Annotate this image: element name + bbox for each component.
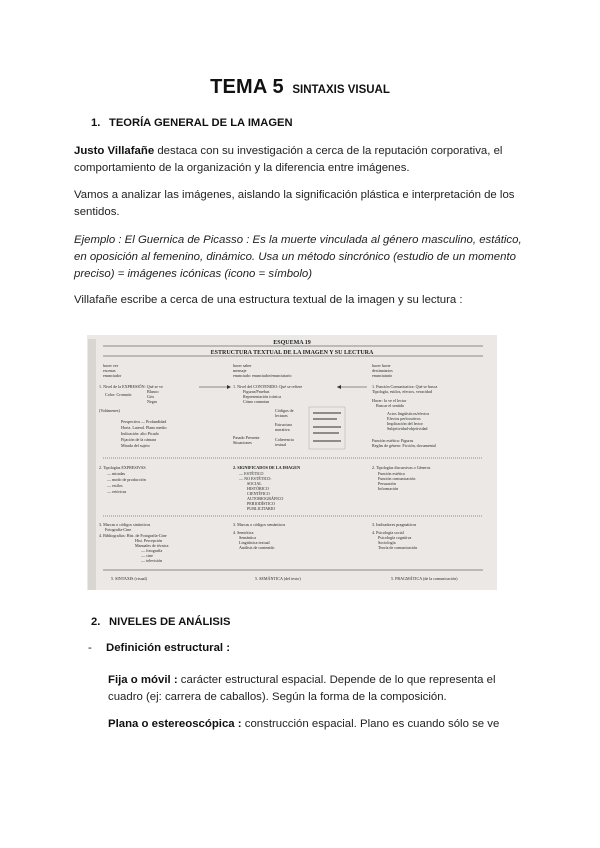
svg-text:Fotografía-Cine: Fotografía-Cine <box>105 527 132 532</box>
title-main: TEMA 5 <box>210 76 284 98</box>
svg-text:(Volúmenes): (Volúmenes) <box>99 408 120 413</box>
svg-text:1. Función Comunicativa: Qué s: 1. Función Comunicativa: Qué se busca <box>372 384 438 389</box>
bullet-structural-definition <box>88 642 230 654</box>
svg-text:Función estética: Función estética <box>378 471 405 476</box>
svg-text:Hacer: lo ve el lector: Hacer: lo ve el lector <box>372 398 407 403</box>
svg-text:Manuales de técnica: Manuales de técnica <box>135 543 169 548</box>
svg-text:2. SIGNIFICADOS DE LA IMAGEN: 2. SIGNIFICADOS DE LA IMAGEN <box>233 465 301 470</box>
svg-text:Reglas de género: Ficción, doc: Reglas de género: Ficción, documental <box>372 443 436 448</box>
svg-text:Cómo connotan: Cómo connotan <box>243 399 270 404</box>
svg-text:HISTÓRICO: HISTÓRICO <box>247 486 269 491</box>
svg-text:Gris: Gris <box>147 394 155 399</box>
fixed-mobile-text: carácter estructural espacial. Depende de lo que representa el cuadro (ej: carrera de caballos). Según la forma de la composición. <box>108 674 496 703</box>
svg-text:Actos lingüísticos/efectos: Actos lingüísticos/efectos <box>387 411 430 416</box>
svg-text:3. Indicadores pragmáticos: 3. Indicadores pragmáticos <box>372 522 417 527</box>
svg-text:Semántica: Semántica <box>239 535 257 540</box>
section-1-number: 1. <box>91 117 101 129</box>
bullet-text: Definición estructural : <box>106 642 231 654</box>
section-2-title: NIVELES DE ANÁLISIS <box>109 616 231 628</box>
svg-text:Coherencia: Coherencia <box>275 437 294 442</box>
svg-text:hacer saber: hacer saber <box>233 363 252 368</box>
svg-text:CIENTÍFICO: CIENTÍFICO <box>247 491 270 496</box>
svg-text:hacer ver: hacer ver <box>103 363 119 368</box>
bullet-dash: - <box>88 642 92 654</box>
svg-text:escenas: escenas <box>103 368 116 373</box>
svg-text:Hist. Percepción: Hist. Percepción <box>135 538 163 543</box>
svg-text:Códigos de: Códigos de <box>275 408 294 413</box>
svg-text:Teoría de comunicación: Teoría de comunicación <box>378 545 418 550</box>
svg-text:Color: Cromatic: Color: Cromatic <box>105 392 132 397</box>
svg-text:Análisis de contenido: Análisis de contenido <box>239 545 275 550</box>
section-1-title: TEORÍA GENERAL DE LA IMAGEN <box>109 117 293 129</box>
svg-text:— retóricas: — retóricas <box>107 489 127 494</box>
svg-text:Representación icónica: Representación icónica <box>243 394 282 399</box>
svg-text:3. Marcas o códigos semánticos: 3. Marcas o códigos semánticos <box>233 522 286 527</box>
svg-text:— ESTÉTICO: — ESTÉTICO <box>239 471 264 476</box>
svg-text:Psicología cognitiva: Psicología cognitiva <box>378 535 412 540</box>
svg-text:enunciado: enunciador/enunciat: enunciado: enunciador/enunciatario <box>233 373 292 378</box>
pragmatic-indicators <box>372 522 417 550</box>
svg-text:hacer hacer: hacer hacer <box>372 363 391 368</box>
flat-stereoscopic-text: construcción espacial. Plano es cuando sólo se ve <box>241 718 500 730</box>
svg-text:— miradas: — miradas <box>107 471 126 476</box>
fixed-mobile-term: Fija o móvil : <box>108 674 178 686</box>
esquema-figure <box>87 335 497 590</box>
svg-text:5. SEMÁNTICA (del texto): 5. SEMÁNTICA (del texto) <box>255 576 301 581</box>
svg-text:PUBLICITARIO: PUBLICITARIO <box>247 506 276 511</box>
flat-stereoscopic-term: Plana o estereoscópica : <box>108 718 242 730</box>
svg-text:Información: Información <box>378 486 399 491</box>
svg-text:PERIODÍSTICO: PERIODÍSTICO <box>247 501 275 506</box>
svg-text:— televisión: — televisión <box>141 558 163 563</box>
analysis-paragraph: Vamos a analizar las imágenes, aislando la significación plástica e interpretación de los sentidos. <box>74 189 515 218</box>
svg-text:4. Psicología social: 4. Psicología social <box>372 530 404 535</box>
svg-text:2. Tipologías discursivas o Gé: 2. Tipologías discursivas o Géneros <box>372 465 431 470</box>
svg-text:narrativa: narrativa <box>275 427 290 432</box>
svg-text:Función comunicación: Función comunicación <box>378 476 416 481</box>
section-2-heading <box>91 616 230 628</box>
title-sub: SINTAXIS VISUAL <box>292 84 390 96</box>
intro-paragraph <box>74 143 530 177</box>
svg-text:— fotografía: — fotografía <box>141 548 163 553</box>
svg-text:Persuasión: Persuasión <box>378 481 396 486</box>
svg-text:— cine: — cine <box>141 553 153 558</box>
svg-text:5. SINTAXIS (visual): 5. SINTAXIS (visual) <box>111 576 147 581</box>
svg-text:1. Nivel del CONTENIDO: Qué se: 1. Nivel del CONTENIDO: Qué se refiere <box>233 384 303 389</box>
villafane-paragraph: Villafañe escribe a cerca de una estructura textual de la imagen y su lectura : <box>74 294 463 306</box>
svg-text:— NO ESTÉTICO:: — NO ESTÉTICO: <box>239 476 272 481</box>
svg-text:3. Marcas o códigos sintáctico: 3. Marcas o códigos sintácticos <box>99 522 151 527</box>
svg-text:Blanco: Blanco <box>147 389 159 394</box>
svg-text:Fijación de la cámara: Fijación de la cámara <box>121 437 157 442</box>
svg-text:Estructura: Estructura <box>275 422 292 427</box>
svg-text:2. Tipologías EXPRESIVAS: 2. Tipologías EXPRESIVAS <box>99 465 146 470</box>
svg-text:Indicación: alto Picado: Indicación: alto Picado <box>121 431 159 436</box>
page-title <box>0 76 600 99</box>
svg-text:AUTOBIOGRÁFICO: AUTOBIOGRÁFICO <box>247 496 284 501</box>
svg-text:Tipología, estilos, efectos, v: Tipología, estilos, efectos, veracidad <box>372 389 432 394</box>
svg-text:Implicación del lector: Implicación del lector <box>387 421 423 426</box>
fixed-mobile-item <box>108 672 530 706</box>
svg-text:Efectos perlocutivos: Efectos perlocutivos <box>387 416 421 421</box>
svg-text:Lingüística textual: Lingüística textual <box>239 540 270 545</box>
flat-stereoscopic-item <box>108 716 530 733</box>
intro-text: destaca con su investigación a cerca de la reputación corporativa, el comportamiento de la organización y la diferencia entre imágenes. <box>74 145 503 174</box>
svg-text:Subjetividad-objetividad: Subjetividad-objetividad <box>387 426 428 431</box>
col3-head <box>372 363 393 378</box>
svg-text:— modo de producción: — modo de producción <box>107 477 146 482</box>
svg-text:enunciador: enunciador <box>103 373 122 378</box>
svg-text:4. Bibliografías: Hist. de Fot: 4. Bibliografías: Hist. de Fotografía-Cine <box>99 533 167 538</box>
svg-text:Pasado Presente: Pasado Presente <box>233 435 260 440</box>
section-1-heading <box>91 117 293 129</box>
esquema-image <box>87 335 497 590</box>
author-name: Justo Villafañe <box>74 145 155 157</box>
scheme-title: ESTRUCTURA TEXTUAL DE LA IMAGEN Y SU LECTURA <box>210 350 374 356</box>
svg-text:mensaje: mensaje <box>233 368 247 373</box>
svg-text:Mirada del sujeto: Mirada del sujeto <box>121 443 150 448</box>
svg-text:Figuras/Pruebas: Figuras/Pruebas <box>243 389 270 394</box>
scheme-label: ESQUEMA 19 <box>273 340 311 346</box>
svg-text:Horiz. Lateral. Plano medio: Horiz. Lateral. Plano medio <box>121 425 167 430</box>
svg-text:enunciatario: enunciatario <box>372 373 393 378</box>
svg-text:Función estética: Figuras: Función estética: Figuras <box>372 438 414 443</box>
example-paragraph: Ejemplo : El Guernica de Picasso : Es la muerte vinculada al género masculino, estático, en oposición al femenino, dinámico. Usa un método sincrónico (estudio de un momento preciso) = imágenes icónicas (icono = símbolo) <box>74 234 522 280</box>
svg-text:4. Semiótica: 4. Semiótica <box>233 530 254 535</box>
svg-text:— estilos: — estilos <box>107 483 123 488</box>
svg-text:Sociología: Sociología <box>378 540 396 545</box>
svg-text:Negro: Negro <box>147 399 158 404</box>
svg-text:5. PRAGMÁTICA (de la comunicac: 5. PRAGMÁTICA (de la comunicación) <box>391 576 458 581</box>
svg-text:SOCIAL: SOCIAL <box>247 481 262 486</box>
svg-text:1. Nivel de la EXPRESIÓN: Qué: 1. Nivel de la EXPRESIÓN: Qué se ve <box>99 384 163 389</box>
svg-text:destinatarios: destinatarios <box>372 368 393 373</box>
svg-text:Buscar el sentido: Buscar el sentido <box>376 403 405 408</box>
svg-text:Perspectiva — Profundidad: Perspectiva — Profundidad <box>121 419 167 424</box>
section-2-number: 2. <box>91 616 101 628</box>
svg-text:Situaciones: Situaciones <box>233 440 252 445</box>
svg-text:textual: textual <box>275 442 287 447</box>
svg-text:lecturas: lecturas <box>275 413 288 418</box>
